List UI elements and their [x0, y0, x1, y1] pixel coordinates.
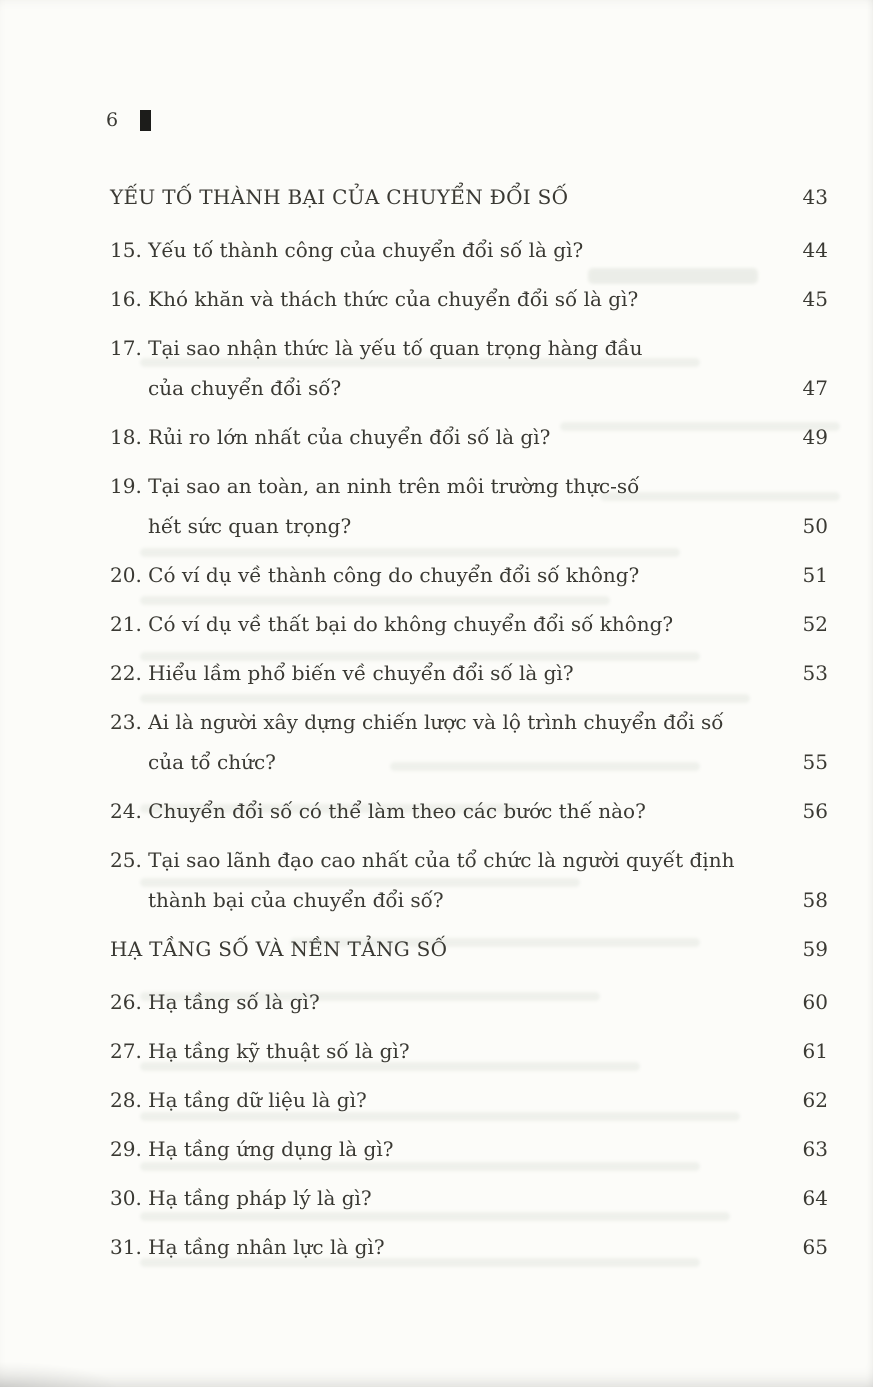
toc-entry-text: 30. Hạ tầng pháp lý là gì?	[110, 1186, 372, 1210]
toc-entry-text: của chuyển đổi số?	[148, 376, 342, 400]
page-number: 6	[106, 109, 119, 131]
toc-entry	[110, 1178, 828, 1218]
toc-entry-page: 60	[802, 990, 828, 1014]
toc-entry	[110, 555, 828, 595]
toc-entry-page: 51	[802, 563, 828, 587]
toc-entry	[110, 840, 828, 920]
toc-section-heading	[110, 929, 828, 969]
toc-entry	[110, 604, 828, 644]
toc-entry	[110, 466, 828, 546]
toc-entry-text: 26. Hạ tầng số là gì?	[110, 990, 320, 1014]
toc-entry-page: 58	[802, 888, 828, 912]
toc-entry-text: 31. Hạ tầng nhân lực là gì?	[110, 1235, 385, 1259]
toc-entry-page: 62	[802, 1088, 828, 1112]
table-of-contents	[110, 170, 828, 1276]
toc-entry	[110, 982, 828, 1022]
toc-entry-page: 45	[802, 287, 828, 311]
toc-entry-text: của tổ chức?	[148, 750, 276, 774]
toc-entry-text: 19. Tại sao an toàn, an ninh trên môi trường thực-số	[110, 474, 640, 498]
toc-entry	[110, 1080, 828, 1120]
toc-entry	[110, 1129, 828, 1169]
toc-entry-text: 29. Hạ tầng ứng dụng là gì?	[110, 1137, 394, 1161]
toc-entry-text: 16. Khó khăn và thách thức của chuyển đổi số là gì?	[110, 287, 639, 311]
toc-entry	[110, 702, 828, 782]
toc-entry-page: 50	[802, 514, 828, 538]
toc-heading-text: HẠ TẦNG SỐ VÀ NỀN TẢNG SỐ	[110, 937, 448, 961]
toc-entry-page: 49	[802, 425, 828, 449]
toc-entry-text: thành bại của chuyển đổi số?	[148, 888, 444, 912]
toc-entry-page: 64	[802, 1186, 828, 1210]
toc-entry-page: 56	[802, 799, 828, 823]
toc-heading-text: YẾU TỐ THÀNH BẠI CỦA CHUYỂN ĐỔI SỐ	[110, 185, 569, 209]
toc-entry-text: 22. Hiểu lầm phổ biến về chuyển đổi số là gì?	[110, 661, 574, 685]
toc-entry-page: 63	[802, 1137, 828, 1161]
toc-entry-text: 28. Hạ tầng dữ liệu là gì?	[110, 1088, 367, 1112]
toc-entry-page: 59	[802, 937, 828, 961]
toc-section-heading	[110, 177, 828, 217]
toc-entry-text: 25. Tại sao lãnh đạo cao nhất của tổ chức là người quyết định	[110, 848, 735, 872]
folio-bar-icon	[140, 110, 151, 131]
toc-entry-text: hết sức quan trọng?	[148, 514, 352, 538]
toc-entry-page: 44	[802, 238, 828, 262]
toc-entry	[110, 653, 828, 693]
toc-entry	[110, 1031, 828, 1071]
toc-entry-text: 17. Tại sao nhận thức là yếu tố quan trọng hàng đầu	[110, 336, 643, 360]
toc-entry-text: 18. Rủi ro lớn nhất của chuyển đổi số là gì?	[110, 425, 551, 449]
toc-entry	[110, 230, 828, 270]
toc-entry-page: 53	[802, 661, 828, 685]
toc-entry	[110, 1227, 828, 1267]
toc-entry-page: 52	[802, 612, 828, 636]
toc-entry	[110, 328, 828, 408]
toc-entry-page: 55	[802, 750, 828, 774]
toc-entry	[110, 791, 828, 831]
toc-entry-text: 23. Ai là người xây dựng chiến lược và lộ trình chuyển đổi số	[110, 710, 724, 734]
toc-entry-page: 61	[802, 1039, 828, 1063]
toc-entry-text: 15. Yếu tố thành công của chuyển đổi số là gì?	[110, 238, 584, 262]
toc-entry-text: 20. Có ví dụ về thành công do chuyển đổi số không?	[110, 563, 640, 587]
toc-entry-text: 24. Chuyển đổi số có thể làm theo các bước thế nào?	[110, 799, 646, 823]
toc-entry	[110, 279, 828, 319]
toc-entry-page: 65	[802, 1235, 828, 1259]
scan-shadow	[0, 1361, 120, 1387]
toc-entry	[110, 417, 828, 457]
toc-entry-page: 47	[802, 376, 828, 400]
page-header	[106, 107, 151, 133]
toc-entry-text: 27. Hạ tầng kỹ thuật số là gì?	[110, 1039, 410, 1063]
toc-entry-page: 43	[802, 185, 828, 209]
toc-entry-text: 21. Có ví dụ về thất bại do không chuyển đổi số không?	[110, 612, 674, 636]
